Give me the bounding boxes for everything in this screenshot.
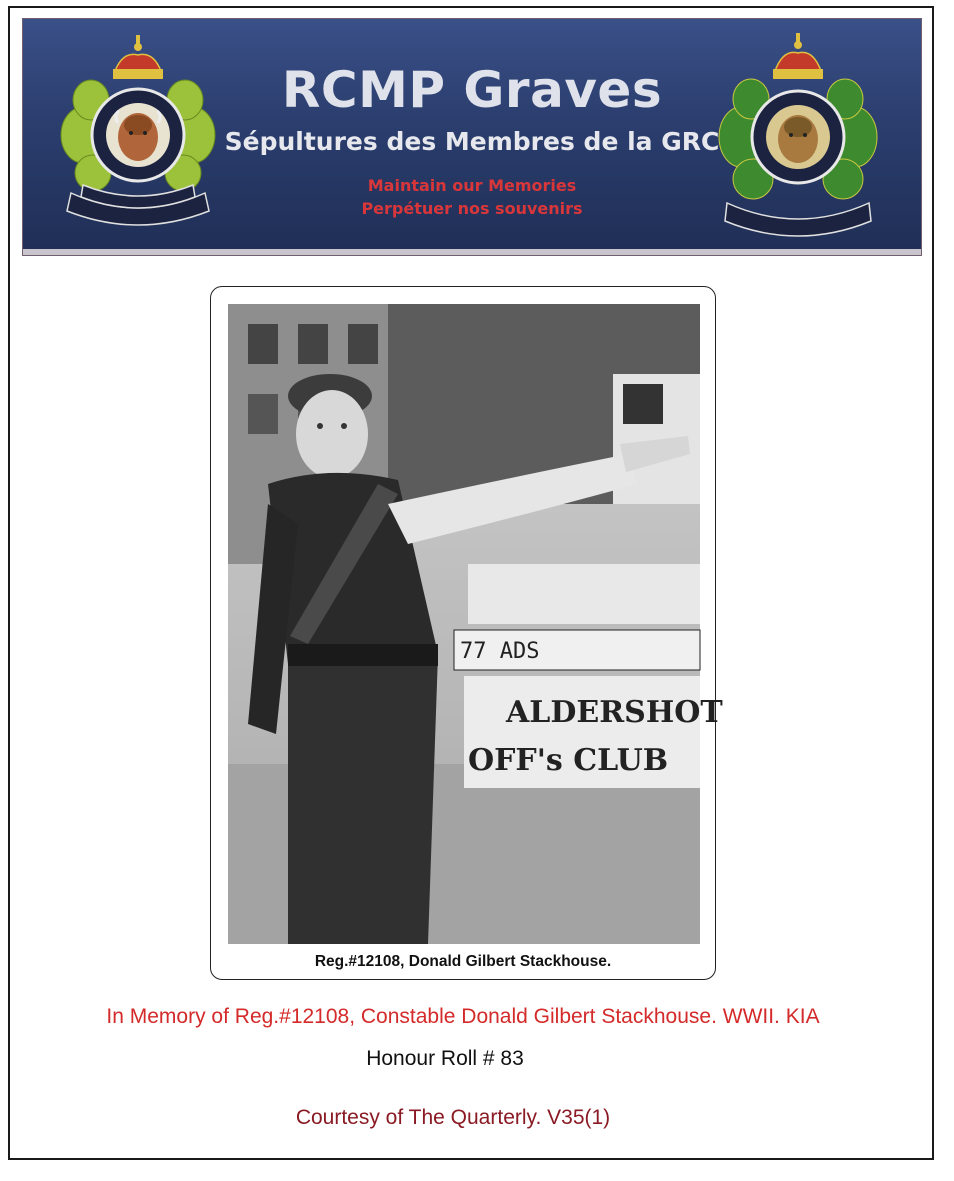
site-subtitle: Sépultures des Membres de la GRC: [224, 127, 720, 156]
honour-roll-text: Honour Roll # 83: [366, 1047, 524, 1070]
site-banner: [22, 18, 922, 256]
in-memory-text: In Memory of Reg.#12108, Constable Donald Gilbert Stackhouse. WWII. KIA: [106, 1005, 820, 1028]
rcmp-crest-logo: [713, 25, 883, 240]
site-title: RCMP Graves: [281, 61, 663, 119]
courtesy-text: Courtesy of The Quarterly. V35(1): [295, 1106, 611, 1129]
photo-card: [210, 286, 723, 980]
motto-english: Maintain our Memories: [367, 176, 577, 195]
sign-text-ads: 77 ADS: [460, 639, 540, 664]
sign-text-aldershot: ALDERSHOT: [506, 695, 723, 730]
sign-text-offs-club: OFF's CLUB: [468, 743, 669, 778]
photo-caption: Reg.#12108, Donald Gilbert Stackhouse.: [314, 953, 612, 970]
constable-photo: [228, 304, 723, 944]
motto-french: Perpétuer nos souvenirs: [361, 199, 583, 218]
